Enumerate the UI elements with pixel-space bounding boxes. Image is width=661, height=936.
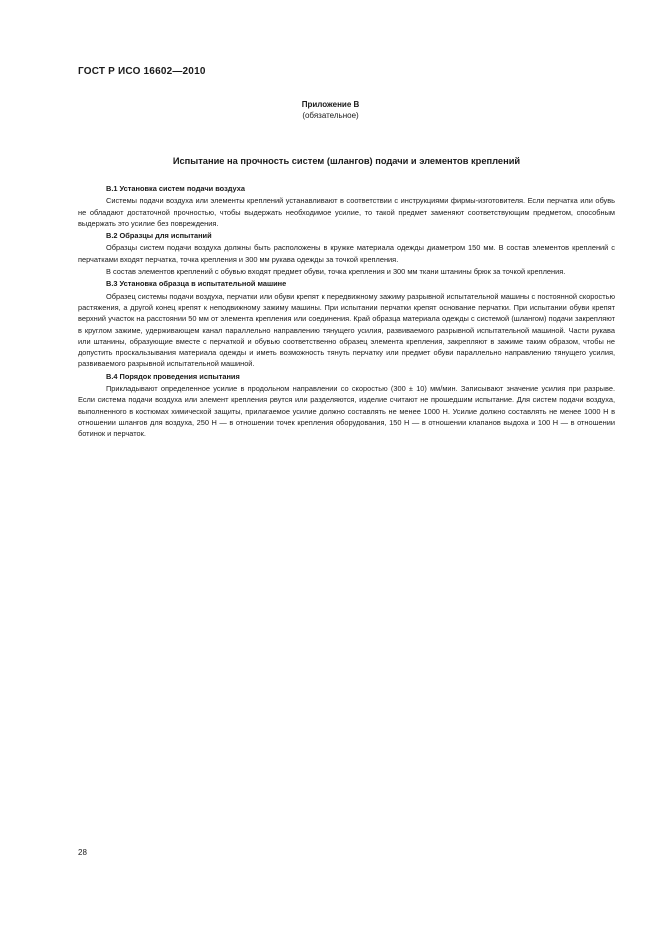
section-b3 bbox=[78, 278, 615, 369]
section-heading: В.4 Порядок проведения испытания bbox=[106, 371, 240, 381]
appendix-heading bbox=[0, 99, 661, 121]
section-b1 bbox=[78, 183, 615, 229]
paragraph: Системы подачи воздуха или элементы креплений устанавливают в соответствии с инструкциями фирмы-изготовителя. Если перчатка или обувь не обладают достаточной прочностью, чтобы выдержать необходимое усилие, то такой предмет заменяют соответствующим предметом, способным выдержать это усилие без повреждения. bbox=[78, 196, 615, 228]
paragraph: Прикладывают определенное усилие в продольном направлении со скоростью (300 ± 10) мм/мин. Записывают значение усилия при разрыве. Если система подачи воздуха или элемент крепления рвутся или разделяются, изделие считают не прошедшим испытание. Для систем подачи воздуха, выполненного в костюмах химической защиты, прилагаемое усилие должно составлять не менее 1000 Н. Усилие должно составлять не менее 1000 Н в отношении шлангов для воздуха, 250 Н — в отношении точек крепления оборудования, 150 Н — в отношении клапанов выдоха и 100 Н — в отношении ботинок и перчаток. bbox=[78, 384, 615, 439]
section-heading: В.3 Установка образца в испытательной машине bbox=[106, 279, 287, 289]
paragraph: В состав элементов креплений с обувью входят предмет обуви, точка крепления и 300 мм ткани штанины брюк за точкой крепления. bbox=[106, 267, 566, 277]
appendix-label: Приложение В bbox=[301, 100, 360, 109]
appendix-title: Испытание на прочность систем (шлангов) подачи и элементов креплений bbox=[172, 156, 521, 166]
appendix-status: (обязательное) bbox=[302, 111, 359, 120]
section-heading: В.2 Образцы для испытаний bbox=[106, 231, 212, 241]
section-b2 bbox=[78, 230, 615, 277]
section-b4 bbox=[78, 371, 615, 440]
paragraph: Образец системы подачи воздуха, перчатки или обуви крепят к передвижному зажиму разрывной испытательной машины с постоянной скоростью растяжения, а другой конец крепят к неподвижному зажиму машины. При испытании перчатки крепят основание перчатки. При испытании обуви крепят верхний участок на расстоянии 50 мм от элемента крепления или соединения. Край образца материала одежды с системой (шлангом) подачи закрепляют в круглом зажиме, удерживающем канал параллельно направлению тянущего усилия, развиваемого разрывной испытательной машиной. Части рукава или штанины, образующие вместе с перчаткой и обувью соответственно образец элемента крепления, закрепляют в зажиме таким образом, чтобы не допустить проскальзывания материала одежды и иметь возможность тянуть перчатку или предмет обуви параллельно направлению тянущего усилия, развиваемого разрывной испытательной машиной. bbox=[78, 291, 615, 369]
standard-code: ГОСТ Р ИСО 16602—2010 bbox=[78, 66, 206, 77]
document-body bbox=[78, 183, 615, 441]
paragraph: Образцы систем подачи воздуха должны быть расположены в кружке материала одежды диаметром 150 мм. В состав элементов креплений с перчатками входят перчатка, точка крепления и 300 мм рукава одежды за точкой крепления. bbox=[78, 243, 615, 264]
section-heading: В.1 Установка систем подачи воздуха bbox=[106, 184, 245, 193]
page-number: 28 bbox=[78, 848, 87, 857]
